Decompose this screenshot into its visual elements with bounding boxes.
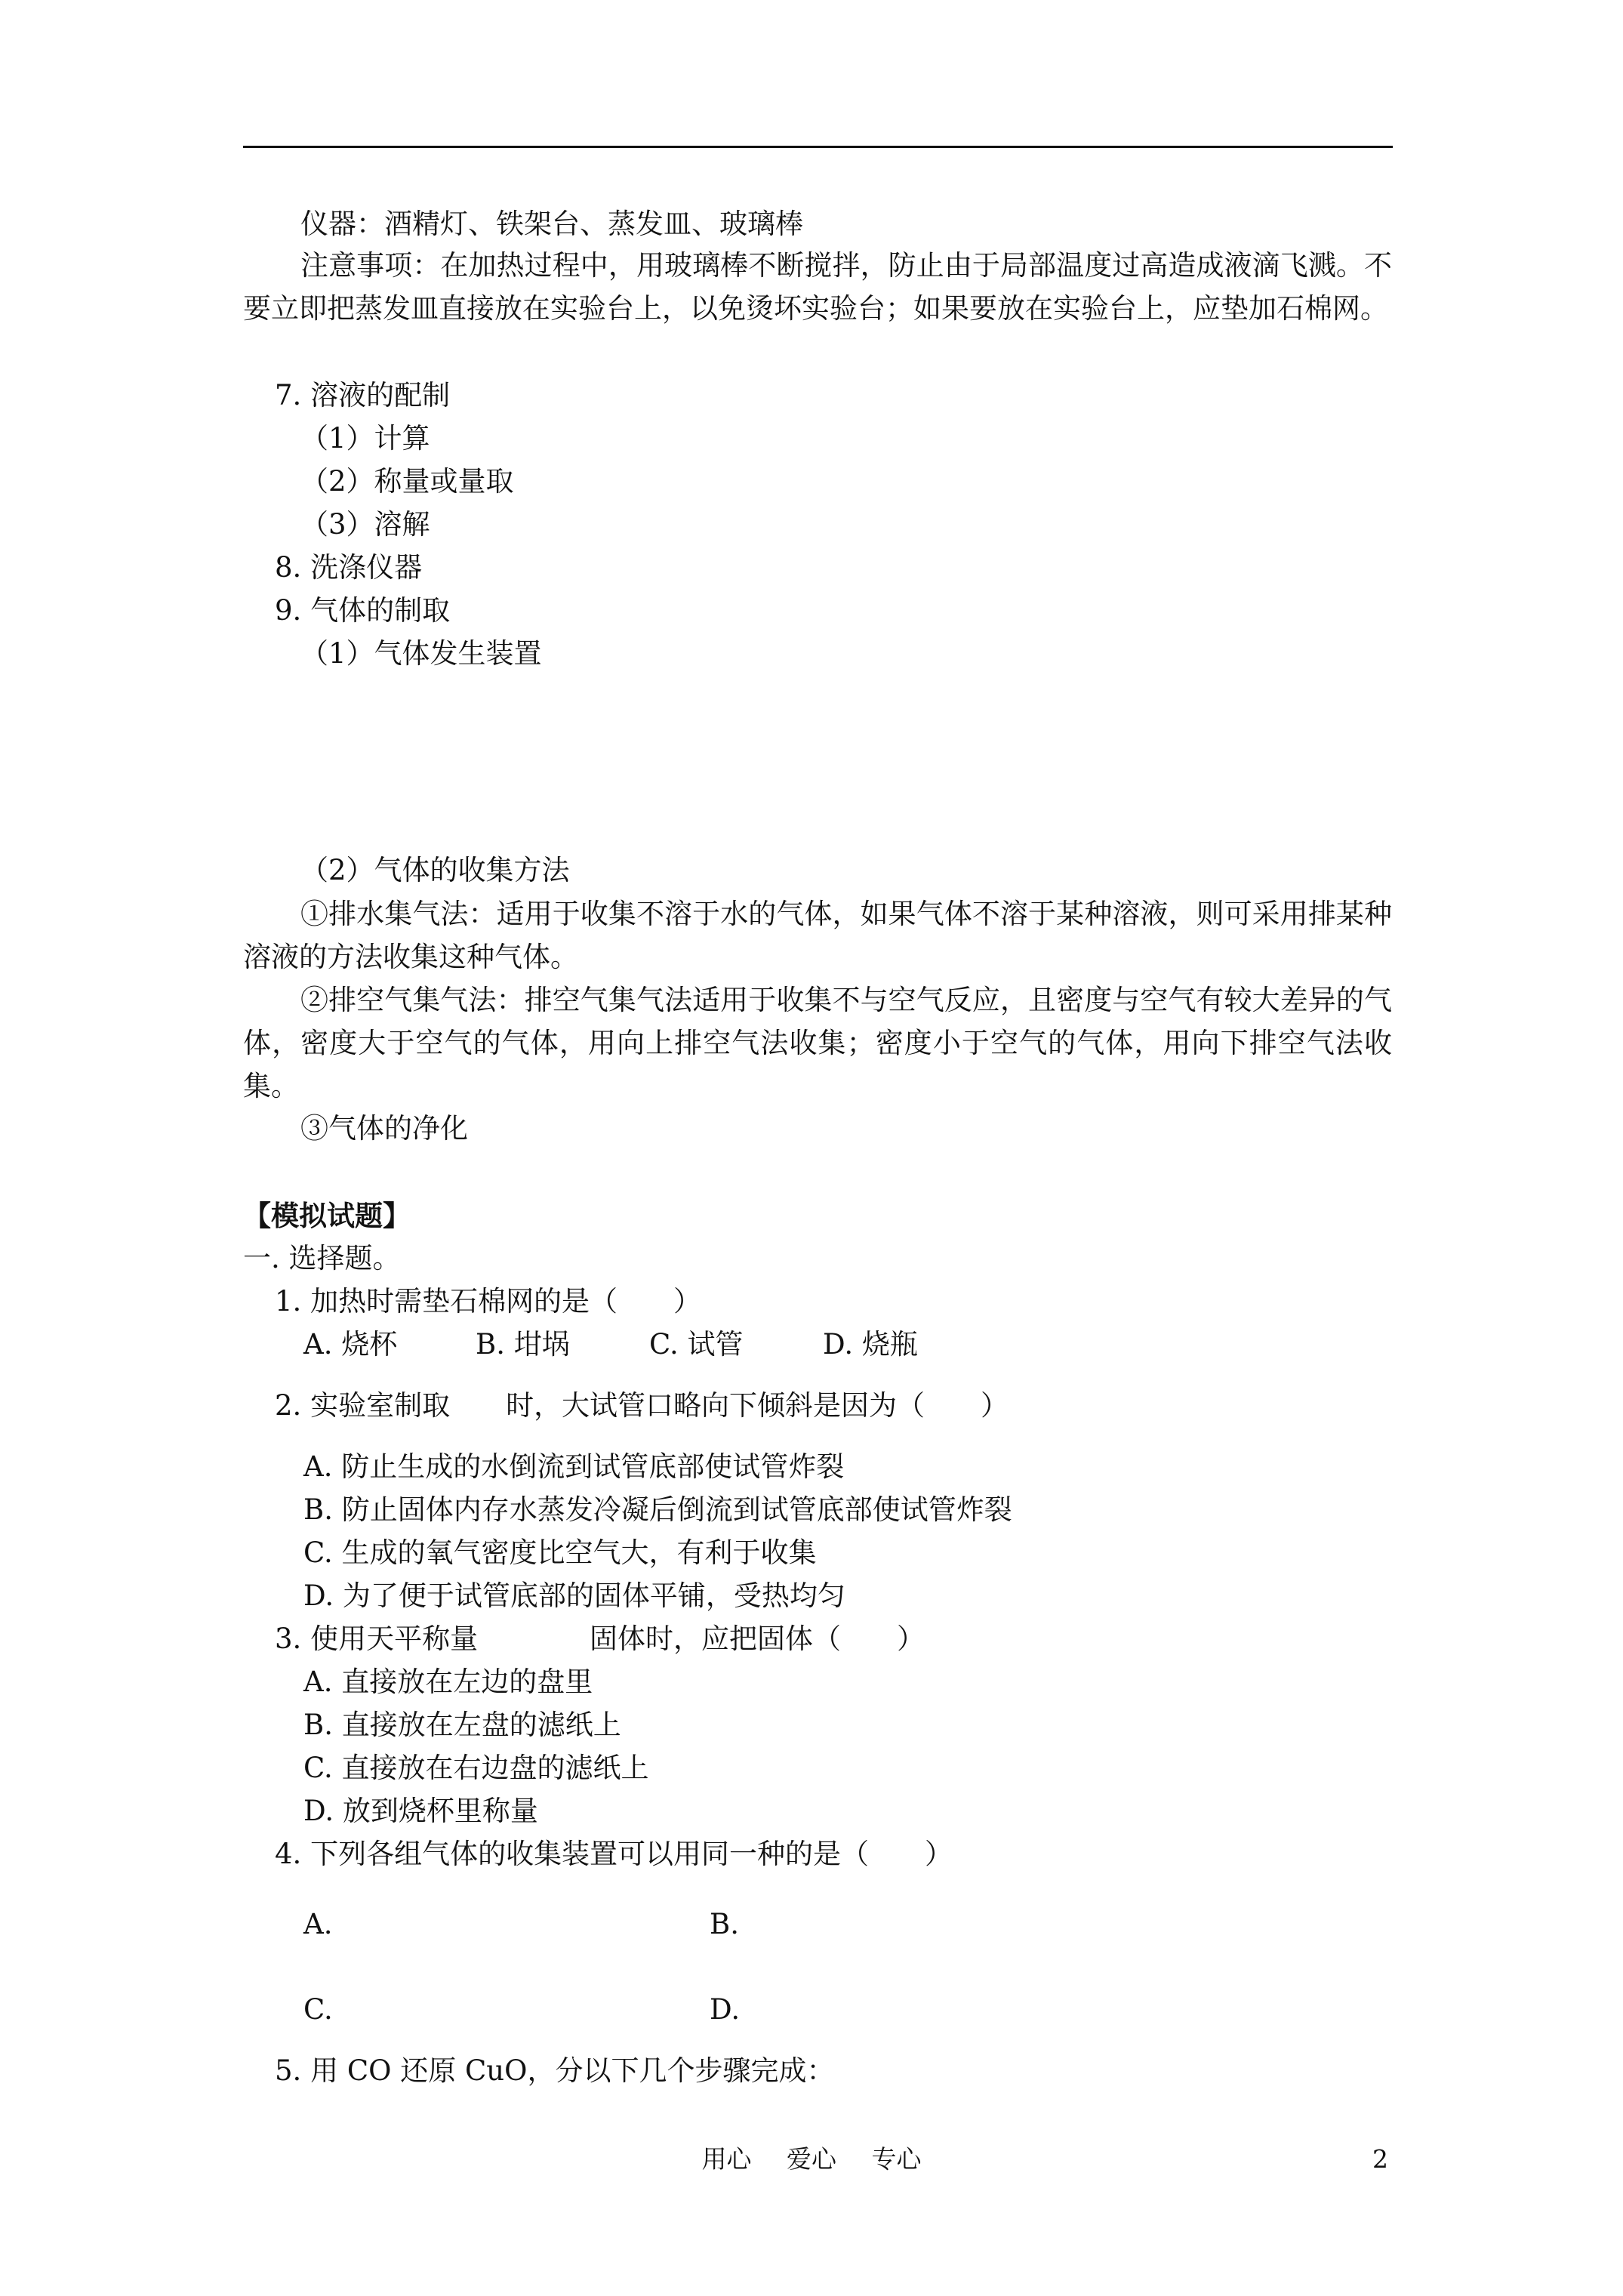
footer-word-2: 爱心 [787, 2144, 836, 2174]
q1-option-b: B. 坩埚 [476, 1328, 570, 1361]
q2-option-c: C. 生成的氧气密度比空气大，有利于收集 [303, 1536, 817, 1569]
q4-stem: 4. 下列各组气体的收集装置可以用同一种的是（ ） [275, 1838, 953, 1870]
method-air: ②排空气集气法：排空气集气法适用于收集不与空气反应，且密度与空气有较大差异的气体，密度大于空气的气体，用向上排空气法收集；密度小于空气的气体，用向下排空气法收集。 [243, 984, 1392, 1102]
item-7: 7. 溶液的配制 [275, 379, 451, 411]
section-choice: 一. 选择题。 [243, 1242, 401, 1274]
footer-word-3: 专心 [871, 2144, 922, 2174]
q4-option-d: D. [710, 1993, 741, 2026]
q1-option-c: C. 试管 [649, 1328, 744, 1361]
q5-stem: 5. 用 CO 还原 CuO，分以下几个步骤完成： [275, 2054, 835, 2087]
instruments-line: 仪器：酒精灯、铁架台、蒸发皿、玻璃棒 [300, 208, 803, 240]
item-9: 9. 气体的制取 [275, 594, 451, 627]
notes-paragraph: 注意事项：在加热过程中，用玻璃棒不断搅拌，防止由于局部温度过高造成液滴飞溅。不要立即把蒸发皿直接放在实验台上，以免烫坏实验台；如果要放在实验台上，应垫加石棉网。 [243, 249, 1392, 325]
q2-stem: 2. 实验室制取 时，大试管口略向下倾斜是因为（ ） [275, 1389, 1009, 1422]
q2-option-a: A. 防止生成的水倒流到试管底部使试管炸裂 [303, 1450, 845, 1483]
item-8: 8. 洗涤仪器 [275, 551, 423, 584]
method-purify: ③气体的净化 [300, 1112, 468, 1145]
q3-option-d: D. 放到烧杯里称量 [303, 1795, 538, 1827]
footer-word-1: 用心 [701, 2144, 752, 2174]
q3-option-b: B. 直接放在左盘的滤纸上 [303, 1709, 621, 1741]
q1-option-a: A. 烧杯 [303, 1328, 398, 1361]
item-7-3: （3）溶解 [300, 508, 430, 541]
exam-heading: 【模拟试题】 [243, 1199, 411, 1232]
q3-option-c: C. 直接放在右边盘的滤纸上 [303, 1752, 649, 1784]
q1-stem: 1. 加热时需垫石棉网的是（ ） [275, 1285, 702, 1318]
item-7-2: （2）称量或量取 [300, 465, 514, 498]
q2-option-b: B. 防止固体内存水蒸发冷凝后倒流到试管底部使试管炸裂 [303, 1493, 1012, 1526]
q3-option-a: A. 直接放在左边的盘里 [303, 1666, 593, 1698]
item-9-1: （1）气体发生装置 [300, 637, 542, 670]
q1-option-d: D. 烧瓶 [823, 1328, 918, 1361]
q4-option-c: C. [303, 1993, 333, 2026]
q4-option-b: B. [710, 1908, 739, 1940]
q2-option-d: D. 为了便于试管底部的固体平铺，受热均匀 [303, 1579, 845, 1612]
item-7-1: （1）计算 [300, 422, 430, 455]
q3-stem: 3. 使用天平称量 固体时，应把固体（ ） [275, 1623, 925, 1655]
page-number: 2 [1372, 2144, 1388, 2174]
header-rule [243, 146, 1393, 148]
q4-option-a: A. [303, 1908, 333, 1940]
method-water: ①排水集气法：适用于收集不溶于水的气体，如果气体不溶于某种溶液，则可采用排某种溶液的方法收集这种气体。 [243, 898, 1392, 973]
item-9-2: （2）气体的收集方法 [300, 854, 570, 886]
